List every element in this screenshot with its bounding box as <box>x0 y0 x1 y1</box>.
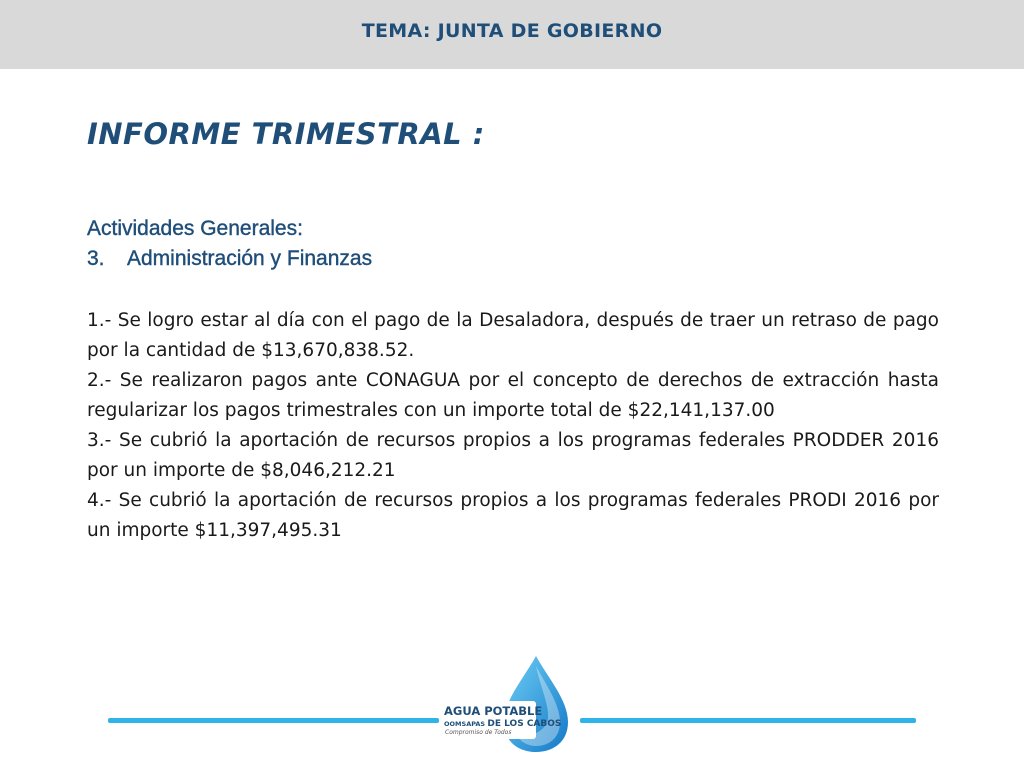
footer-divider-right <box>580 718 916 723</box>
report-items <box>87 306 939 546</box>
subsection-number: 3. <box>87 247 105 270</box>
logo-text-sub <box>444 719 561 729</box>
page-title: INFORME TRIMESTRAL : <box>87 117 485 151</box>
subsection-label: Administración y Finanzas <box>127 247 373 270</box>
subsection-heading <box>87 247 372 271</box>
logo-text-org: OOMSAPAS <box>444 720 486 728</box>
agua-potable-logo <box>436 652 576 752</box>
logo-tagline: Compromiso de Todos <box>445 729 512 736</box>
footer-divider-left <box>108 718 439 723</box>
report-item: 2.- Se realizaron pagos ante CONAGUA por el concepto de derechos de extracción hasta regularizar los pagos trimestrales con un importe total de $22,141,137.00 <box>87 370 939 421</box>
section-heading: Actividades Generales: <box>87 217 303 240</box>
header-title: TEMA: JUNTA DE GOBIERNO <box>361 20 663 42</box>
water-drop-icon <box>436 652 576 752</box>
report-item: 3.- Se cubrió la aportación de recursos propios a los programas federales PRODDER 2016 por un importe de $8,046,212.21 <box>87 430 939 481</box>
logo-text-place: DE LOS CABOS <box>487 719 562 729</box>
report-item: 1.- Se logro estar al día con el pago de la Desaladora, después de traer un retraso de pago por la cantidad de $13,670,838.52. <box>87 310 939 361</box>
logo-text-main: AGUA POTABLE <box>444 704 543 718</box>
report-item: 4.- Se cubrió la aportación de recursos propios a los programas federales PRODI 2016 por un importe $11,397,495.31 <box>87 490 939 541</box>
